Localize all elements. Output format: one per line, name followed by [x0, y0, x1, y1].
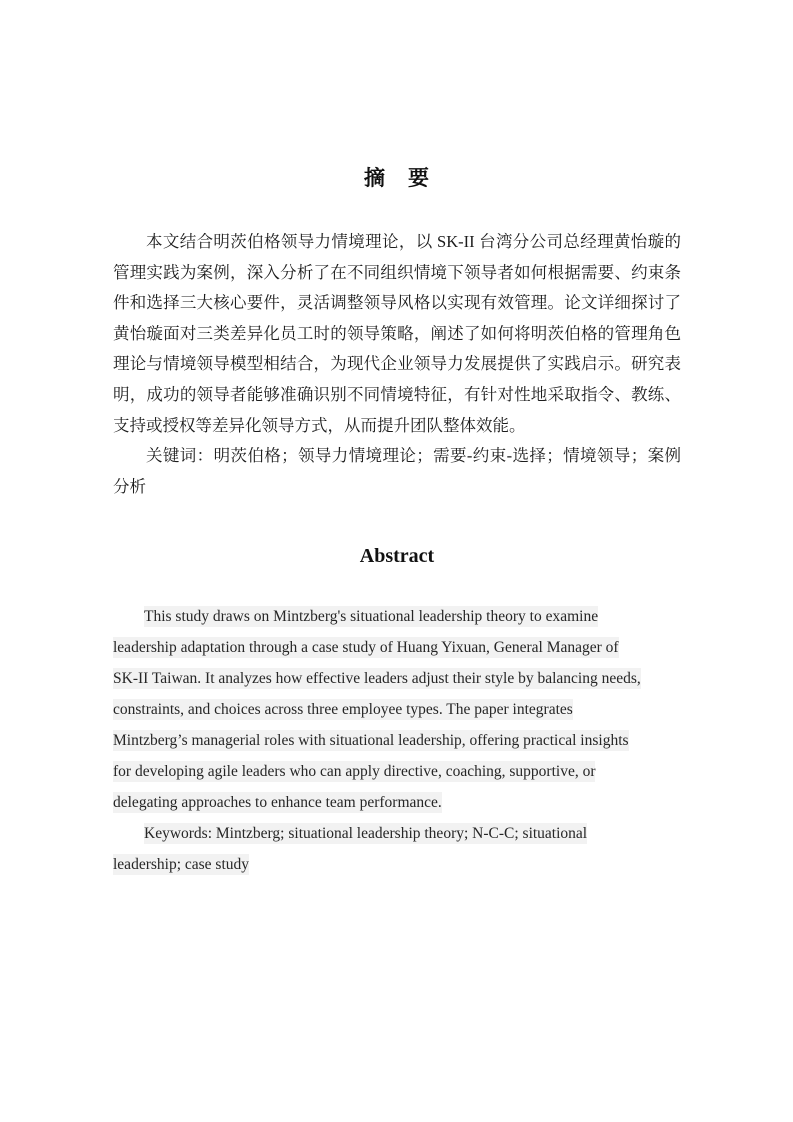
highlighted-text: leadership adaptation through a case study of Huang Yixuan, General Manager of [113, 639, 619, 656]
text-line: 管理实践为案例，深入分析了在不同组织情境下领导者如何根据需要、约束条 [113, 262, 681, 282]
text-line: 黄怡璇面对三类差异化员工时的领导策略，阐述了如何将明茨伯格的管理角色 [113, 323, 681, 343]
text-line [113, 725, 681, 756]
text-line [113, 663, 681, 694]
chinese-abstract-paragraph [113, 227, 681, 441]
text-line [113, 601, 681, 632]
english-abstract-paragraph [113, 601, 681, 818]
text-line [113, 787, 681, 818]
text-line: 关键词：明茨伯格；领导力情境理论；需要-约束-选择；情境领导；案例 [146, 446, 681, 465]
text-line [113, 632, 681, 663]
highlighted-text: constraints, and choices across three employee types. The paper integrates [113, 701, 573, 718]
highlighted-text: for developing agile leaders who can apply directive, coaching, supportive, or [113, 763, 596, 780]
highlighted-text: Mintzberg’s managerial roles with situational leadership, offering practical insights [113, 732, 629, 749]
chinese-keywords [113, 441, 681, 502]
text-line: 明，成功的领导者能够准确识别不同情境特征，有针对性地采取指令、教练、 [113, 384, 681, 404]
highlighted-text: Keywords: Mintzberg; situational leadership theory; N-C-C; situational [144, 825, 588, 842]
english-abstract-title: Abstract [359, 545, 435, 567]
text-line [113, 818, 681, 849]
text-line: 本文结合明茨伯格领导力情境理论，以 SK-II 台湾分公司总经理黄怡璇的 [146, 232, 681, 251]
text-line [113, 849, 681, 880]
chinese-abstract-title: 摘 要 [364, 166, 430, 190]
text-line: 理论与情境领导模型相结合，为现代企业领导力发展提供了实践启示。研究表 [113, 354, 681, 374]
highlighted-text: SK-II Taiwan. It analyzes how effective leaders adjust their style by balancing needs, [113, 670, 641, 687]
english-keywords [113, 818, 681, 880]
highlighted-text: leadership; case study [113, 856, 250, 873]
text-line: 分析 [113, 476, 146, 496]
text-line: 件和选择三大核心要件，灵活调整领导风格以实现有效管理。论文详细探讨了 [113, 293, 681, 313]
text-line [113, 694, 681, 725]
highlighted-text: delegating approaches to enhance team performance. [113, 794, 442, 811]
highlighted-text: This study draws on Mintzberg's situational leadership theory to examine [144, 608, 599, 625]
text-line: 支持或授权等差异化领导方式，从而提升团队整体效能。 [113, 415, 526, 435]
text-line [113, 756, 681, 787]
